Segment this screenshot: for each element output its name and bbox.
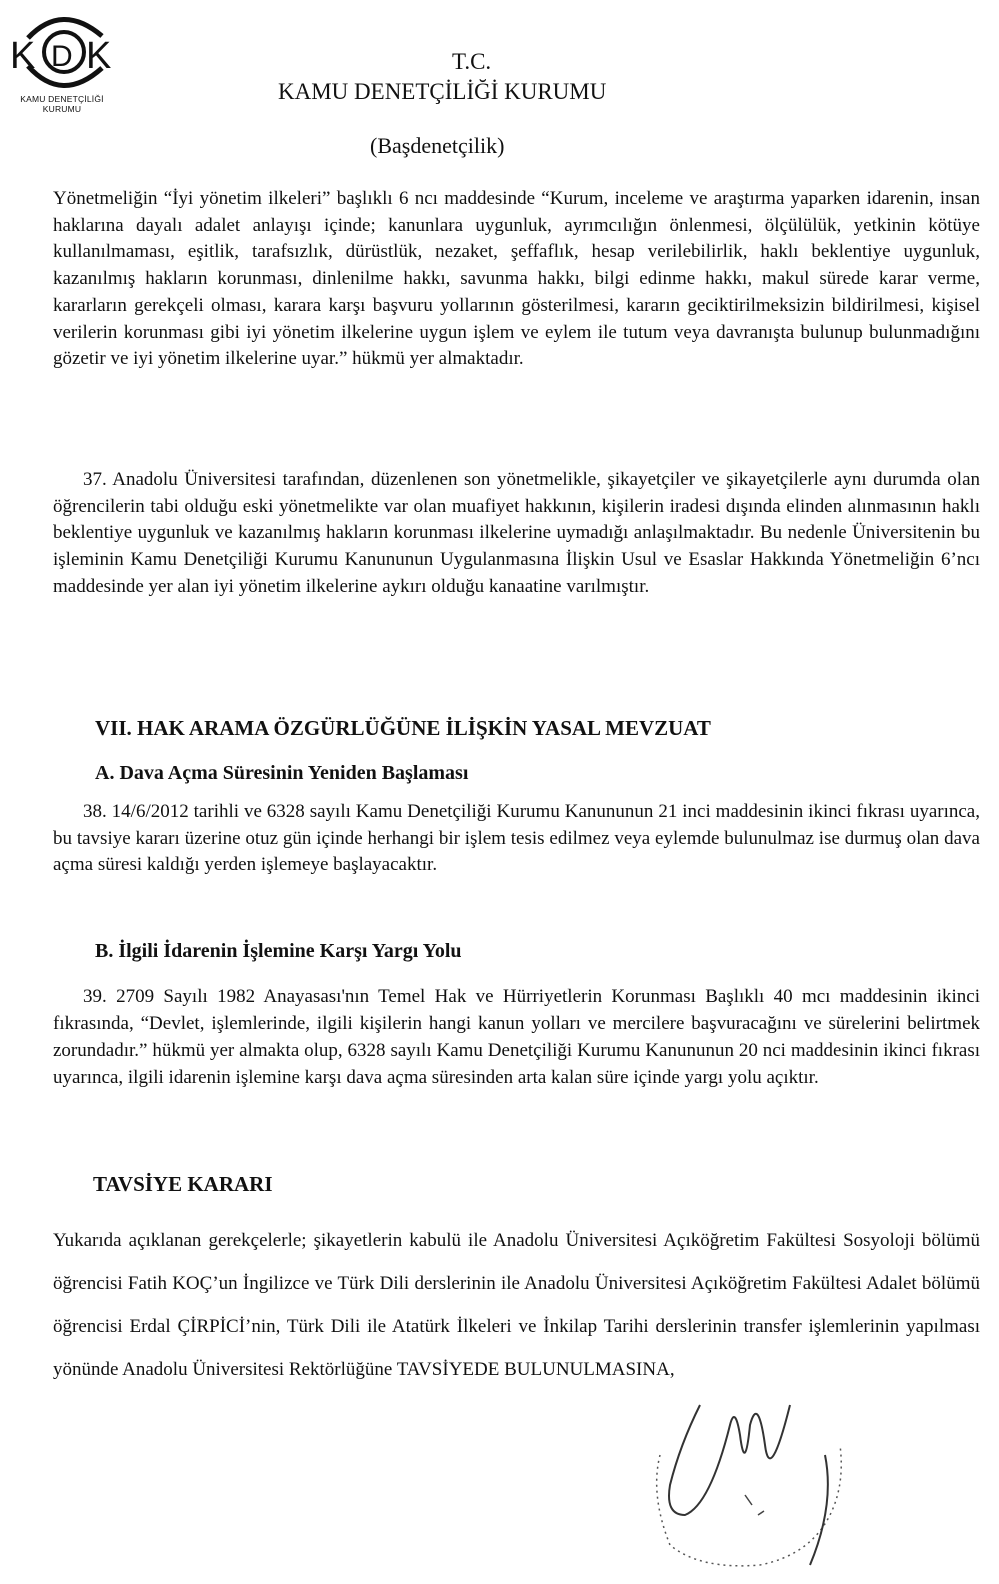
section-heading-b: B. İlgili İdarenin İşlemine Karşı Yargı Yolu (95, 940, 462, 962)
handwritten-signature-icon (640, 1365, 860, 1575)
section-heading-vii: VII. HAK ARAMA ÖZGÜRLÜĞÜNE İLİŞKİN YASAL MEVZUAT (95, 716, 711, 740)
kdk-logo (6, 8, 116, 118)
recommendation-decision: Yukarıda açıklanan gerekçelerle; şikayetlerin kabulü ile Anadolu Üniversitesi Açıköğretim Fakültesi Sosyoloji bölümü öğrencisi Fatih KOÇ’un İngilizce ve Türk Dili derslerinin ile Anadolu Üniversitesi Açıköğretim Fakültesi Adalet bölümü öğrencisi Erdal ÇİRPİCİ’nin, Türk Dili ile Atatürk İlkeleri ve İnkilap Tarihi derslerinin transfer işlemlerinin yapılması yönünde Anadolu Üniversitesi Rektörlüğüne TAVSİYEDE BULUNULMASINA, (53, 1230, 980, 1380)
kdk-emblem-icon (6, 8, 118, 98)
svg-text:D: D (51, 40, 73, 73)
recommendation-title: TAVSİYE KARARI (93, 1172, 273, 1196)
paragraph-38: 38. 14/6/2012 tarihli ve 6328 sayılı Kamu Denetçiliği Kurumu Kanununun 21 inci maddesinin ikinci fıkrası uyarınca, bu tavsiye kararı üzerine otuz gün içinde herhangi bir işlem tesis edilmez veya eylemde bulunulmaz ise durmuş olan dava açma süresi kaldığı yerden işlemeye başlayacaktır. (53, 801, 980, 876)
logo-caption: KAMU DENETÇİLİĞİ KURUMU (20, 94, 104, 114)
svg-text:K: K (86, 35, 112, 77)
header-tc: T.C. (452, 49, 492, 74)
section-heading-a: A. Dava Açma Süresinin Yeniden Başlaması (95, 762, 469, 784)
header-organization: KAMU DENETÇİLİĞİ KURUMU (278, 79, 607, 104)
paragraph-regulation-quote: Yönetmeliğin “İyi yönetim ilkeleri” başlıklı 6 ncı maddesinde “Kurum, inceleme ve araştırma yaparken idarenin, insan haklarına dayalı adalet anlayışı içinde; kanunlara uygunluk, ayrımcılığın önlenmesi, ölçülülük, yetkinin kötüye kullanılmaması, eşitlik, tarafsızlık, dürüstlük, nezaket, şeffaflık, hesap verilebilirlik, haklı beklentiye uygunluk, kazanılmış hakların korunması, dinlenilme hakkı, savunma hakkı, bilgi edinme hakkı, makul sürede karar verme, kararların gerekçeli olması, karara karşı başvuru yollarının gösterilmesi, kararın geciktirilmeksizin bildirilmesi, kişisel verilerin korunması gibi iyi yönetim ilkelerine uygun işlem ve eylem ile tutum veya davranışta bulunup bulunmadığını gözetir ve iyi yönetim ilkelerine uyar.” hükmü yer almaktadır. (53, 188, 980, 370)
paragraph-37: 37. Anadolu Üniversitesi tarafından, düzenlenen son yönetmelikle, şikayetçiler ve şikayetçilerle aynı durumda olan öğrencilerin tabi olduğu eski yönetmelikte var olan muafiyet hakkının, kişilerin iradesi dışında elinden alınmasının haklı beklentiye uygunluk ve kazanılmış hakların korunması ilkelerine uymadığı anlaşılmaktadır. Bu nedenle Üniversitenin bu işleminin Kamu Denetçiliği Kurumu Kanununun Uygulanmasına İlişkin Usul ve Esaslar Hakkında Yönetmeliğin 6’ncı maddesinde yer alan iyi yönetim ilkelerine aykırı olduğu kanaatine varılmıştır. (53, 469, 980, 597)
svg-text:K: K (10, 35, 36, 77)
paragraph-39: 39. 2709 Sayılı 1982 Anayasası'nın Temel Hak ve Hürriyetlerin Korunması Başlıklı 40 mcı maddesinin ikinci fıkrasında, “Devlet, işlemlerinde, ilgili kişilerin hangi kanun yolları ve mercilere başvuracağını ve sürelerini belirtmek zorundadır.” hükmü yer almakta olup, 6328 sayılı Kamu Denetçiliği Kurumu Kanununun 20 nci maddesinin ikinci fıkrası uyarınca, ilgili idarenin işlemine karşı dava açma süresinden arta kalan süre içinde yargı yolu açıktır. (53, 986, 980, 1088)
header-unit: (Başdenetçilik) (370, 133, 505, 158)
